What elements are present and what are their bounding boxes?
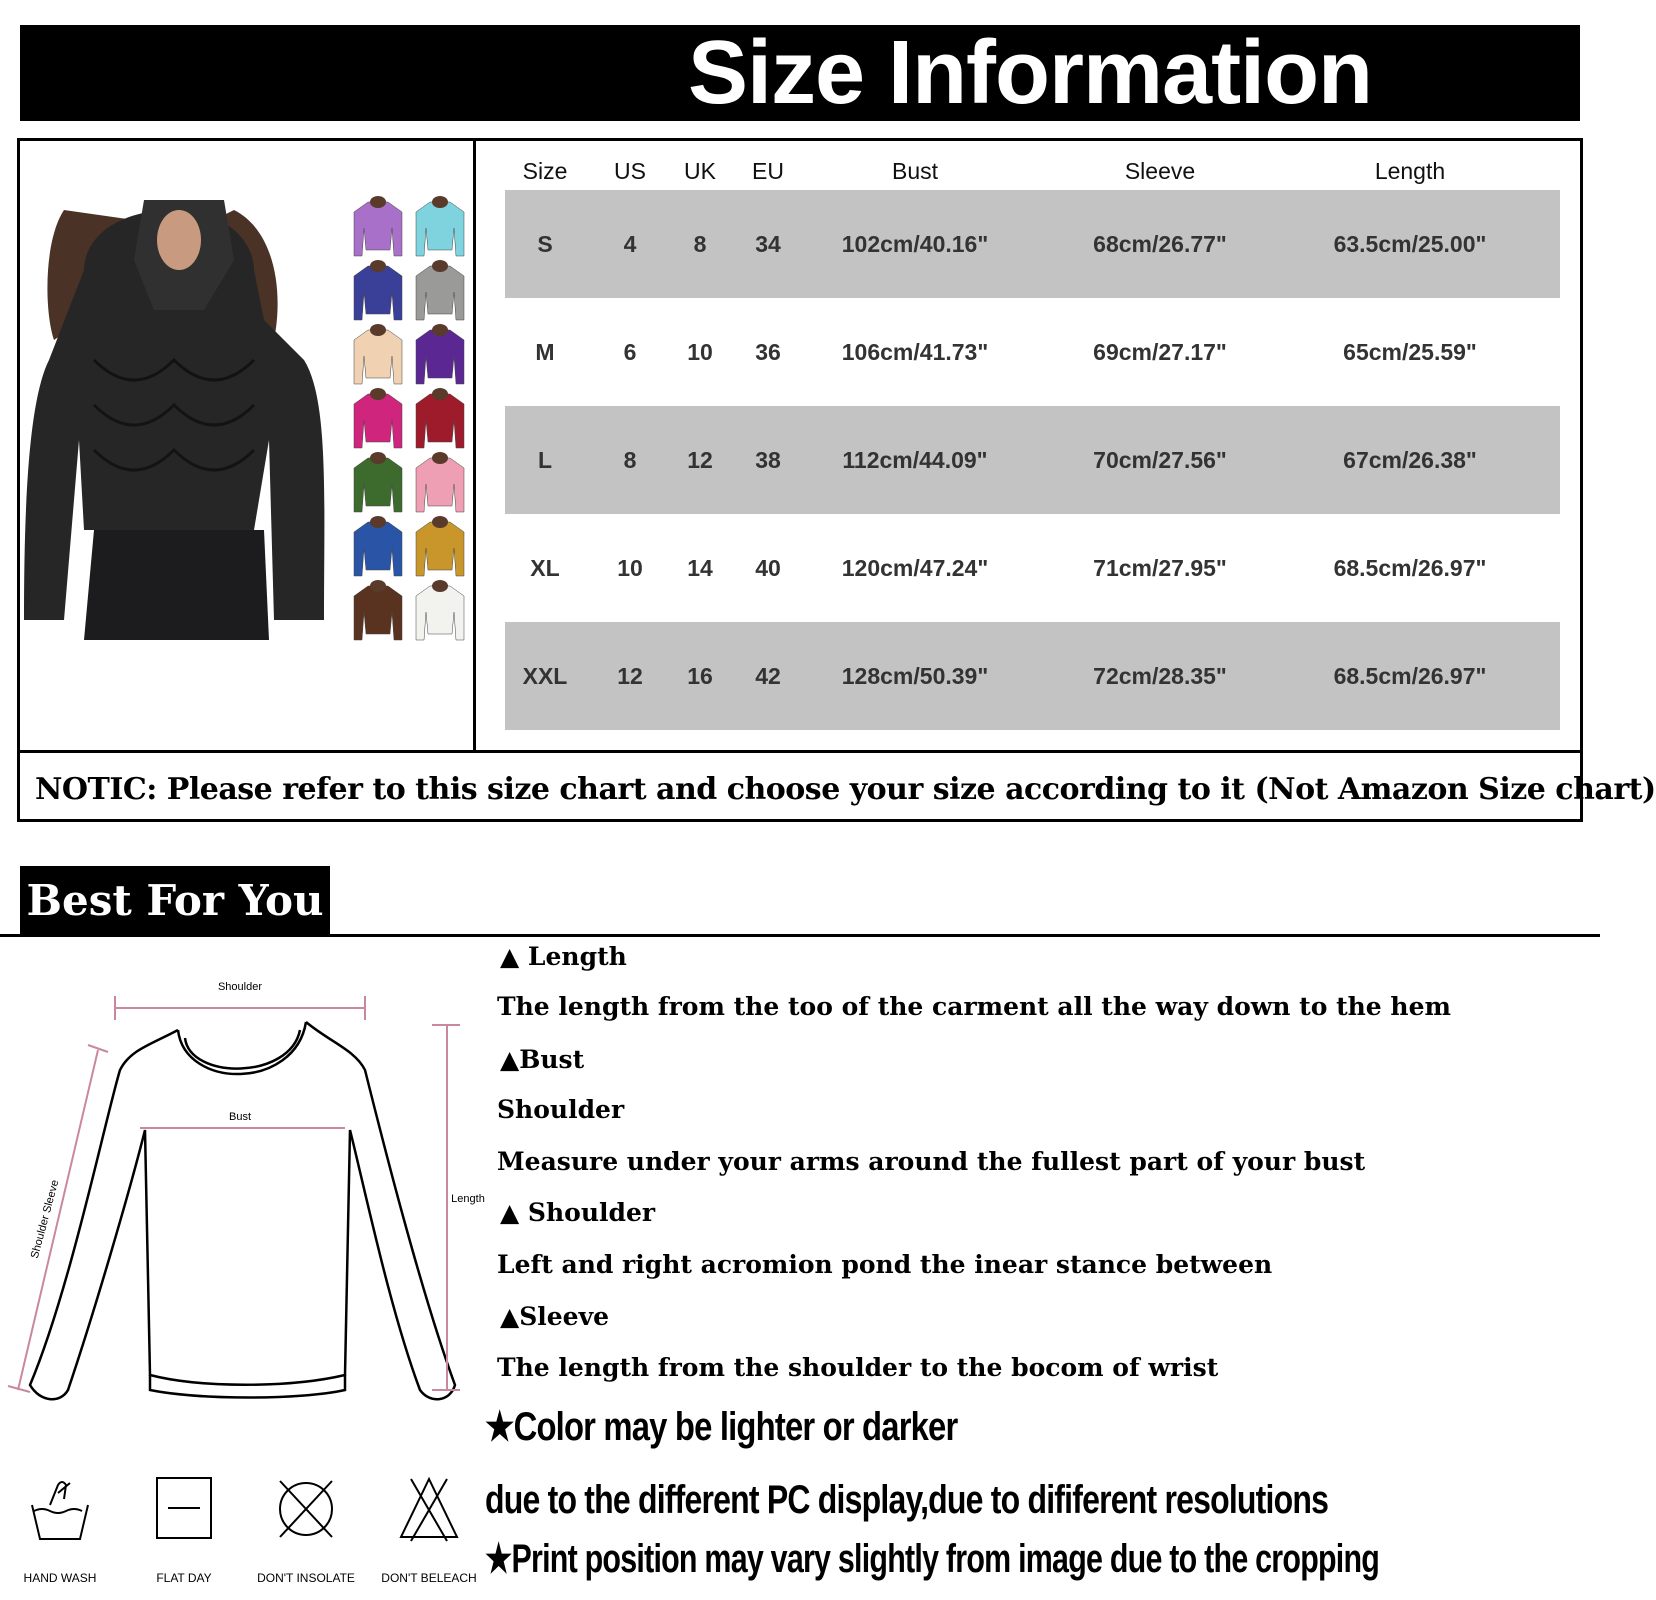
cell-bust: 106cm/41.73" xyxy=(841,339,989,365)
cell-bust: 102cm/40.16" xyxy=(841,231,989,257)
best-for-you-title: Best For You xyxy=(26,876,324,925)
length-label: Length xyxy=(451,1193,485,1205)
column-header-size: Size xyxy=(522,158,568,184)
page-title: Size Information xyxy=(687,23,1373,123)
cell-bust: 112cm/44.09" xyxy=(842,447,988,473)
swatch-head xyxy=(432,452,448,464)
shoulder-label: Shoulder xyxy=(217,981,263,993)
color-swatch-grid xyxy=(350,196,470,644)
header-bar xyxy=(20,25,1580,121)
swatch-head xyxy=(432,196,448,208)
cell-length: 68.5cm/26.97" xyxy=(1333,555,1487,581)
cell-size: L xyxy=(537,447,553,473)
cell-eu: 36 xyxy=(755,339,781,365)
cell-us: 4 xyxy=(623,231,637,257)
swatch-head xyxy=(432,324,448,336)
cell-uk: 14 xyxy=(687,555,713,581)
hand-wash-icon xyxy=(28,1475,92,1545)
column-header-eu: EU xyxy=(752,158,784,184)
swatch-head xyxy=(432,580,448,592)
bust-subtitle: Shoulder xyxy=(497,1095,625,1124)
sweater-measurement-diagram xyxy=(0,981,485,1440)
model-photo xyxy=(24,200,334,640)
table-row xyxy=(505,406,1560,514)
sweater-outline xyxy=(30,1022,455,1399)
size-table-header xyxy=(505,150,1560,190)
swatch-head xyxy=(432,260,448,272)
length-title: ▲ Length xyxy=(500,942,627,971)
care-label: DON'T BELEACH xyxy=(381,1571,477,1585)
length-description: The length from the too of the carment all the way down to the hem xyxy=(497,992,1451,1021)
cell-bust: 120cm/47.24" xyxy=(841,555,989,581)
cell-sleeve: 70cm/27.56" xyxy=(1093,447,1227,473)
color-note: ★Color may be lighter or darker xyxy=(485,1405,958,1449)
cell-sleeve: 71cm/27.95" xyxy=(1093,555,1227,581)
swatch-head xyxy=(370,260,386,272)
color-swatch xyxy=(416,330,464,384)
swatch-head xyxy=(432,516,448,528)
swatch-head xyxy=(370,388,386,400)
cell-size: XXL xyxy=(522,663,568,689)
color-swatch xyxy=(416,586,464,640)
cell-eu: 38 xyxy=(755,447,781,473)
cell-sleeve: 68cm/26.77" xyxy=(1093,231,1227,257)
color-swatch xyxy=(354,522,402,576)
frame-divider xyxy=(17,750,1583,753)
print-note: ★Print position may vary slightly from image due to the cropping xyxy=(485,1537,1380,1581)
cell-us: 12 xyxy=(617,663,643,689)
color-swatch xyxy=(416,458,464,512)
frame-divider xyxy=(473,138,476,752)
color-swatch xyxy=(416,522,464,576)
cell-size: XL xyxy=(530,555,560,581)
color-swatch xyxy=(416,266,464,320)
care-item-hand-wash xyxy=(0,1475,120,1585)
column-header-us: US xyxy=(614,158,646,184)
cell-length: 63.5cm/25.00" xyxy=(1333,231,1487,257)
cell-size: M xyxy=(535,339,555,365)
table-row xyxy=(505,622,1560,730)
column-header-sleeve: Sleeve xyxy=(1124,158,1196,184)
cell-bust: 128cm/50.39" xyxy=(841,663,989,689)
flat-dry-icon xyxy=(154,1475,214,1541)
section-divider xyxy=(0,934,1600,937)
cell-eu: 34 xyxy=(755,231,781,257)
color-swatch xyxy=(354,202,402,256)
cell-length: 65cm/25.59" xyxy=(1343,339,1477,365)
care-item-dont-bleach xyxy=(369,1475,489,1585)
table-row xyxy=(505,298,1560,406)
best-for-you-tab xyxy=(20,866,330,936)
bust-title: ▲Bust xyxy=(500,1045,585,1074)
column-header-bust: Bust xyxy=(891,158,939,184)
cell-us: 6 xyxy=(623,339,637,365)
cell-size: S xyxy=(537,231,553,257)
table-row xyxy=(505,514,1560,622)
color-swatch xyxy=(354,458,402,512)
sleeve-title: ▲Sleeve xyxy=(500,1302,610,1331)
swatch-head xyxy=(370,516,386,528)
swatch-head xyxy=(370,452,386,464)
cell-us: 10 xyxy=(617,555,643,581)
color-swatch xyxy=(354,394,402,448)
display-note: due to the different PC display,due to dififerent resolutions xyxy=(485,1478,1329,1522)
swatch-head xyxy=(370,580,386,592)
cell-sleeve: 72cm/28.35" xyxy=(1093,663,1227,689)
swatch-head xyxy=(370,324,386,336)
cell-uk: 10 xyxy=(687,339,713,365)
table-row xyxy=(505,190,1560,298)
column-header-uk: UK xyxy=(684,158,716,184)
care-item-flat-dry xyxy=(124,1475,244,1585)
cell-uk: 12 xyxy=(687,447,713,473)
care-label: DON'T INSOLATE xyxy=(257,1571,355,1585)
size-notice: NOTIC: Please refer to this size chart and choose your size according to it (Not Amazon Size chart) xyxy=(35,772,1656,807)
measurement-lines xyxy=(8,996,460,1392)
dont-bleach-icon xyxy=(397,1475,461,1543)
shoulder-sleeve-label: Shoulder Sleeve xyxy=(28,1178,62,1260)
care-label: HAND WASH xyxy=(23,1571,97,1585)
color-swatch xyxy=(354,266,402,320)
care-label: FLAT DAY xyxy=(156,1571,212,1585)
column-header-length: Length xyxy=(1374,158,1446,184)
dont-insolate-icon xyxy=(274,1475,338,1543)
color-swatch xyxy=(416,394,464,448)
color-swatch xyxy=(354,586,402,640)
cell-length: 68.5cm/26.97" xyxy=(1333,663,1487,689)
cell-us: 8 xyxy=(623,447,637,473)
care-item-dont-insolate xyxy=(246,1475,366,1585)
sleeve-description: The length from the shoulder to the bocom of wrist xyxy=(497,1353,1219,1382)
bust-label: Bust xyxy=(228,1111,252,1123)
cell-uk: 8 xyxy=(693,231,707,257)
cell-length: 67cm/26.38" xyxy=(1343,447,1477,473)
color-swatch xyxy=(416,202,464,256)
cell-sleeve: 69cm/27.17" xyxy=(1093,339,1227,365)
color-swatch xyxy=(354,330,402,384)
swatch-head xyxy=(432,388,448,400)
bust-description: Measure under your arms around the fullest part of your bust xyxy=(497,1147,1366,1176)
cell-eu: 40 xyxy=(755,555,781,581)
swatch-head xyxy=(370,196,386,208)
shoulder-description: Left and right acromion pond the inear stance between xyxy=(497,1250,1273,1279)
cell-eu: 42 xyxy=(755,663,781,689)
cell-uk: 16 xyxy=(687,663,713,689)
shoulder-title: ▲ Shoulder xyxy=(500,1198,656,1227)
